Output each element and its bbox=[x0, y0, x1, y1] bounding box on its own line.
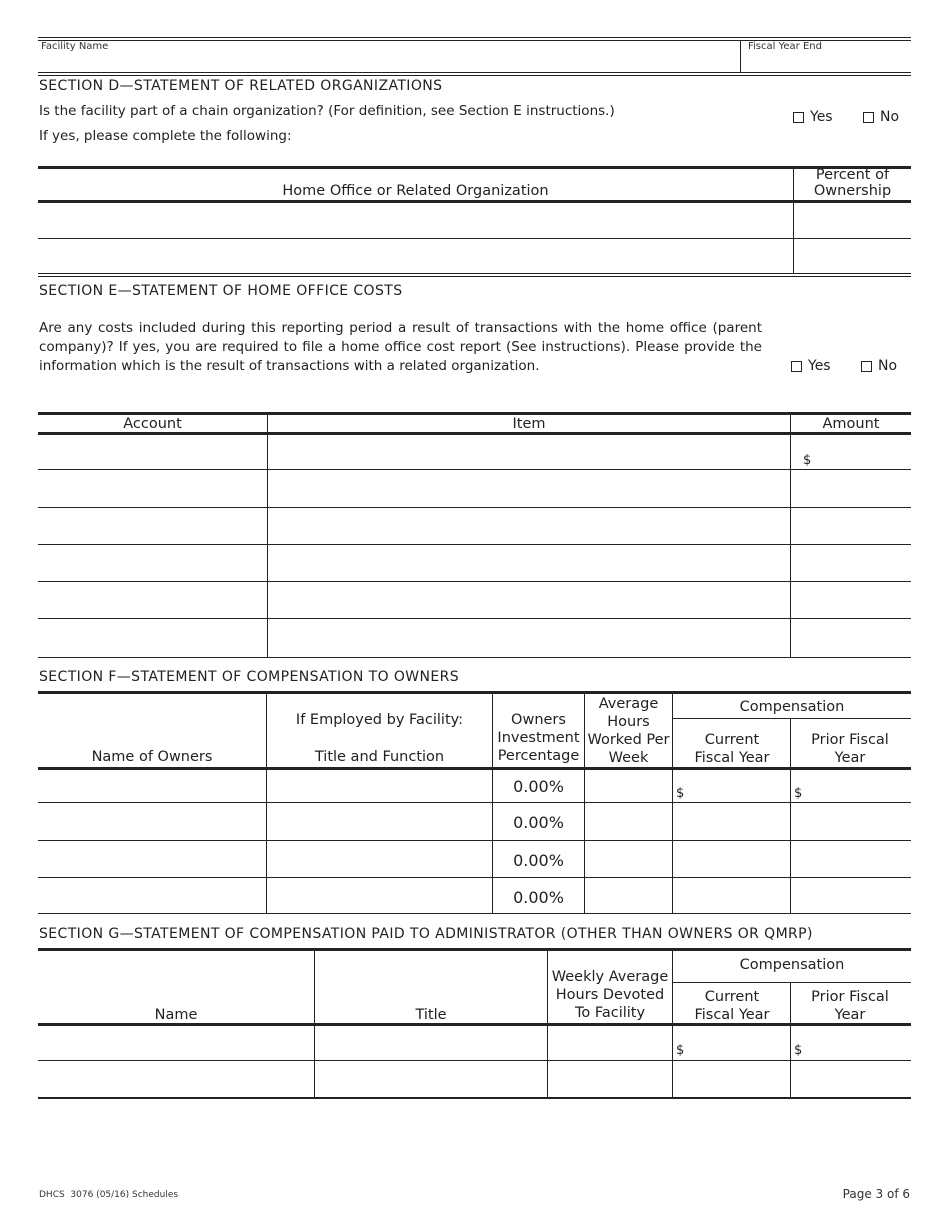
section-e-row-line-3 bbox=[38, 544, 911, 545]
section-e-no-checkbox[interactable] bbox=[861, 358, 897, 374]
section-e-row-line-2 bbox=[38, 507, 911, 508]
section-f-row-1-prior-dollar: $ bbox=[794, 786, 803, 801]
section-f-title: SECTION F—STATEMENT OF COMPENSATION TO OWNERS bbox=[39, 669, 460, 685]
section-f-col-employed-2: Title and Function bbox=[314, 749, 445, 765]
checkbox-icon bbox=[861, 361, 872, 372]
section-g-row-1-prior-dollar: $ bbox=[794, 1043, 803, 1058]
section-g-row-1-title[interactable] bbox=[315, 1027, 546, 1059]
section-d-row-1-org[interactable] bbox=[38, 203, 792, 238]
section-f-col-prior: Prior Fiscal Year bbox=[811, 732, 889, 766]
section-g-col-name: Name bbox=[154, 1007, 198, 1023]
section-g-col-hours: Weekly Average Hours Devoted To Facility bbox=[551, 969, 669, 1021]
section-f-row-1-percent[interactable]: 0.00% bbox=[513, 777, 564, 796]
section-e-row-line-5 bbox=[38, 618, 911, 619]
section-f-row-2-percent[interactable]: 0.00% bbox=[513, 813, 564, 832]
section-g-col-current: Current Fiscal Year bbox=[694, 989, 770, 1023]
section-f-col-hours: Average Hours Worked Per Week bbox=[587, 696, 670, 766]
section-e-col-account: Account bbox=[123, 416, 182, 432]
section-f-row-line-2 bbox=[38, 840, 911, 841]
section-d-instruction: If yes, please complete the following: bbox=[39, 128, 292, 144]
form-id: DHCS 3076 (05/16) Schedules bbox=[39, 1190, 179, 1200]
section-d-question: Is the facility part of a chain organization? (For definition, see Section E instructions.) bbox=[39, 103, 615, 119]
section-d-title: SECTION D—STATEMENT OF RELATED ORGANIZATIONS bbox=[39, 78, 443, 94]
section-g-compensation-header: Compensation bbox=[739, 957, 845, 973]
section-g-table-bottom bbox=[38, 1097, 911, 1099]
section-d-row-2-percent[interactable] bbox=[794, 239, 910, 273]
fiscal-year-end-field[interactable] bbox=[746, 54, 906, 70]
checkbox-icon bbox=[793, 112, 804, 123]
section-d-yes-checkbox[interactable] bbox=[793, 109, 833, 125]
section-e-dollar-sign: $ bbox=[803, 453, 812, 468]
header-bottom-rule-2 bbox=[38, 75, 911, 76]
section-d-table-top bbox=[38, 166, 911, 169]
section-g-table-top bbox=[38, 948, 911, 951]
section-e-col-item: Item bbox=[512, 416, 546, 432]
section-f-row-line-1 bbox=[38, 802, 911, 803]
section-g-row-1-current-dollar: $ bbox=[676, 1043, 685, 1058]
section-g-col-title: Title bbox=[415, 1007, 447, 1023]
section-g-row-1-name[interactable] bbox=[38, 1027, 313, 1059]
facility-name-label: Facility Name bbox=[41, 41, 109, 52]
section-e-table-bottom bbox=[38, 657, 911, 658]
section-f-row-4-percent[interactable]: 0.00% bbox=[513, 888, 564, 907]
page-number: Page 3 of 6 bbox=[842, 1187, 910, 1201]
section-f-table-top bbox=[38, 691, 911, 694]
section-f-row-1-current-dollar: $ bbox=[676, 786, 685, 801]
section-f-col-current: Current Fiscal Year bbox=[694, 732, 770, 766]
section-f-col-name: Name of Owners bbox=[91, 749, 213, 765]
section-f-table-bottom bbox=[38, 913, 911, 914]
section-d-row-1-percent[interactable] bbox=[794, 203, 910, 238]
section-g-compensation-rule bbox=[673, 982, 911, 983]
section-e-yes-checkbox[interactable] bbox=[791, 358, 831, 374]
section-g-title: SECTION G—STATEMENT OF COMPENSATION PAID TO ADMINISTRATOR (OTHER THAN OWNERS OR QMRP) bbox=[39, 926, 813, 942]
section-e-col-divider-2 bbox=[790, 415, 791, 658]
section-e-col-amount: Amount bbox=[822, 416, 880, 432]
section-e-row-1-account[interactable] bbox=[38, 435, 266, 468]
section-g-header-bottom bbox=[38, 1023, 911, 1026]
section-f-compensation-header: Compensation bbox=[739, 699, 845, 715]
section-g-col-divider-4 bbox=[790, 982, 791, 1098]
section-g-col-prior: Prior Fiscal Year bbox=[811, 989, 889, 1023]
checkbox-icon bbox=[863, 112, 874, 123]
section-g-row-line-1 bbox=[38, 1060, 911, 1061]
section-d-table-bottom bbox=[38, 273, 911, 274]
section-f-compensation-rule bbox=[673, 718, 911, 719]
section-d-col-organization: Home Office or Related Organization bbox=[282, 183, 549, 199]
section-f-header-bottom bbox=[38, 767, 911, 770]
yes-label: Yes bbox=[808, 358, 831, 374]
section-f-col-employed-1: If Employed by Facility: bbox=[295, 712, 464, 728]
section-f-row-3-percent[interactable]: 0.00% bbox=[513, 851, 564, 870]
header-bottom-rule bbox=[38, 72, 911, 73]
section-d-row-2-org[interactable] bbox=[38, 239, 792, 273]
header-divider bbox=[740, 40, 741, 72]
section-d-col-percent bbox=[794, 167, 911, 199]
section-f-col-divider-4 bbox=[672, 693, 673, 914]
fiscal-year-end-label: Fiscal Year End bbox=[748, 41, 822, 52]
section-d-col-percent-text: Percent of Ownership bbox=[813, 167, 892, 199]
section-e-row-1-item[interactable] bbox=[268, 435, 789, 468]
section-f-row-line-3 bbox=[38, 877, 911, 878]
section-d-no-checkbox[interactable] bbox=[863, 109, 899, 125]
section-d-table-bottom-2 bbox=[38, 276, 911, 277]
yes-label: Yes bbox=[810, 109, 833, 125]
section-f-col-investment: Owners Investment Percentage bbox=[497, 712, 580, 764]
section-e-row-1-amount[interactable] bbox=[815, 435, 910, 468]
no-label: No bbox=[880, 109, 900, 125]
section-e-row-line-4 bbox=[38, 581, 911, 582]
no-label: No bbox=[878, 358, 898, 374]
section-f-col-divider-5 bbox=[790, 718, 791, 914]
section-e-row-line-1 bbox=[38, 469, 911, 470]
section-e-question: Are any costs included during this reporting period a result of transactions with the home office (parent company)? If yes, you are required to file a home office cost report (See instructions). Please provide the information which is the result of transactions with a related organization. bbox=[39, 320, 762, 374]
facility-name-field[interactable] bbox=[40, 54, 735, 70]
checkbox-icon bbox=[791, 361, 802, 372]
section-e-title: SECTION E—STATEMENT OF HOME OFFICE COSTS bbox=[39, 283, 403, 299]
header-top-rule bbox=[38, 37, 911, 38]
